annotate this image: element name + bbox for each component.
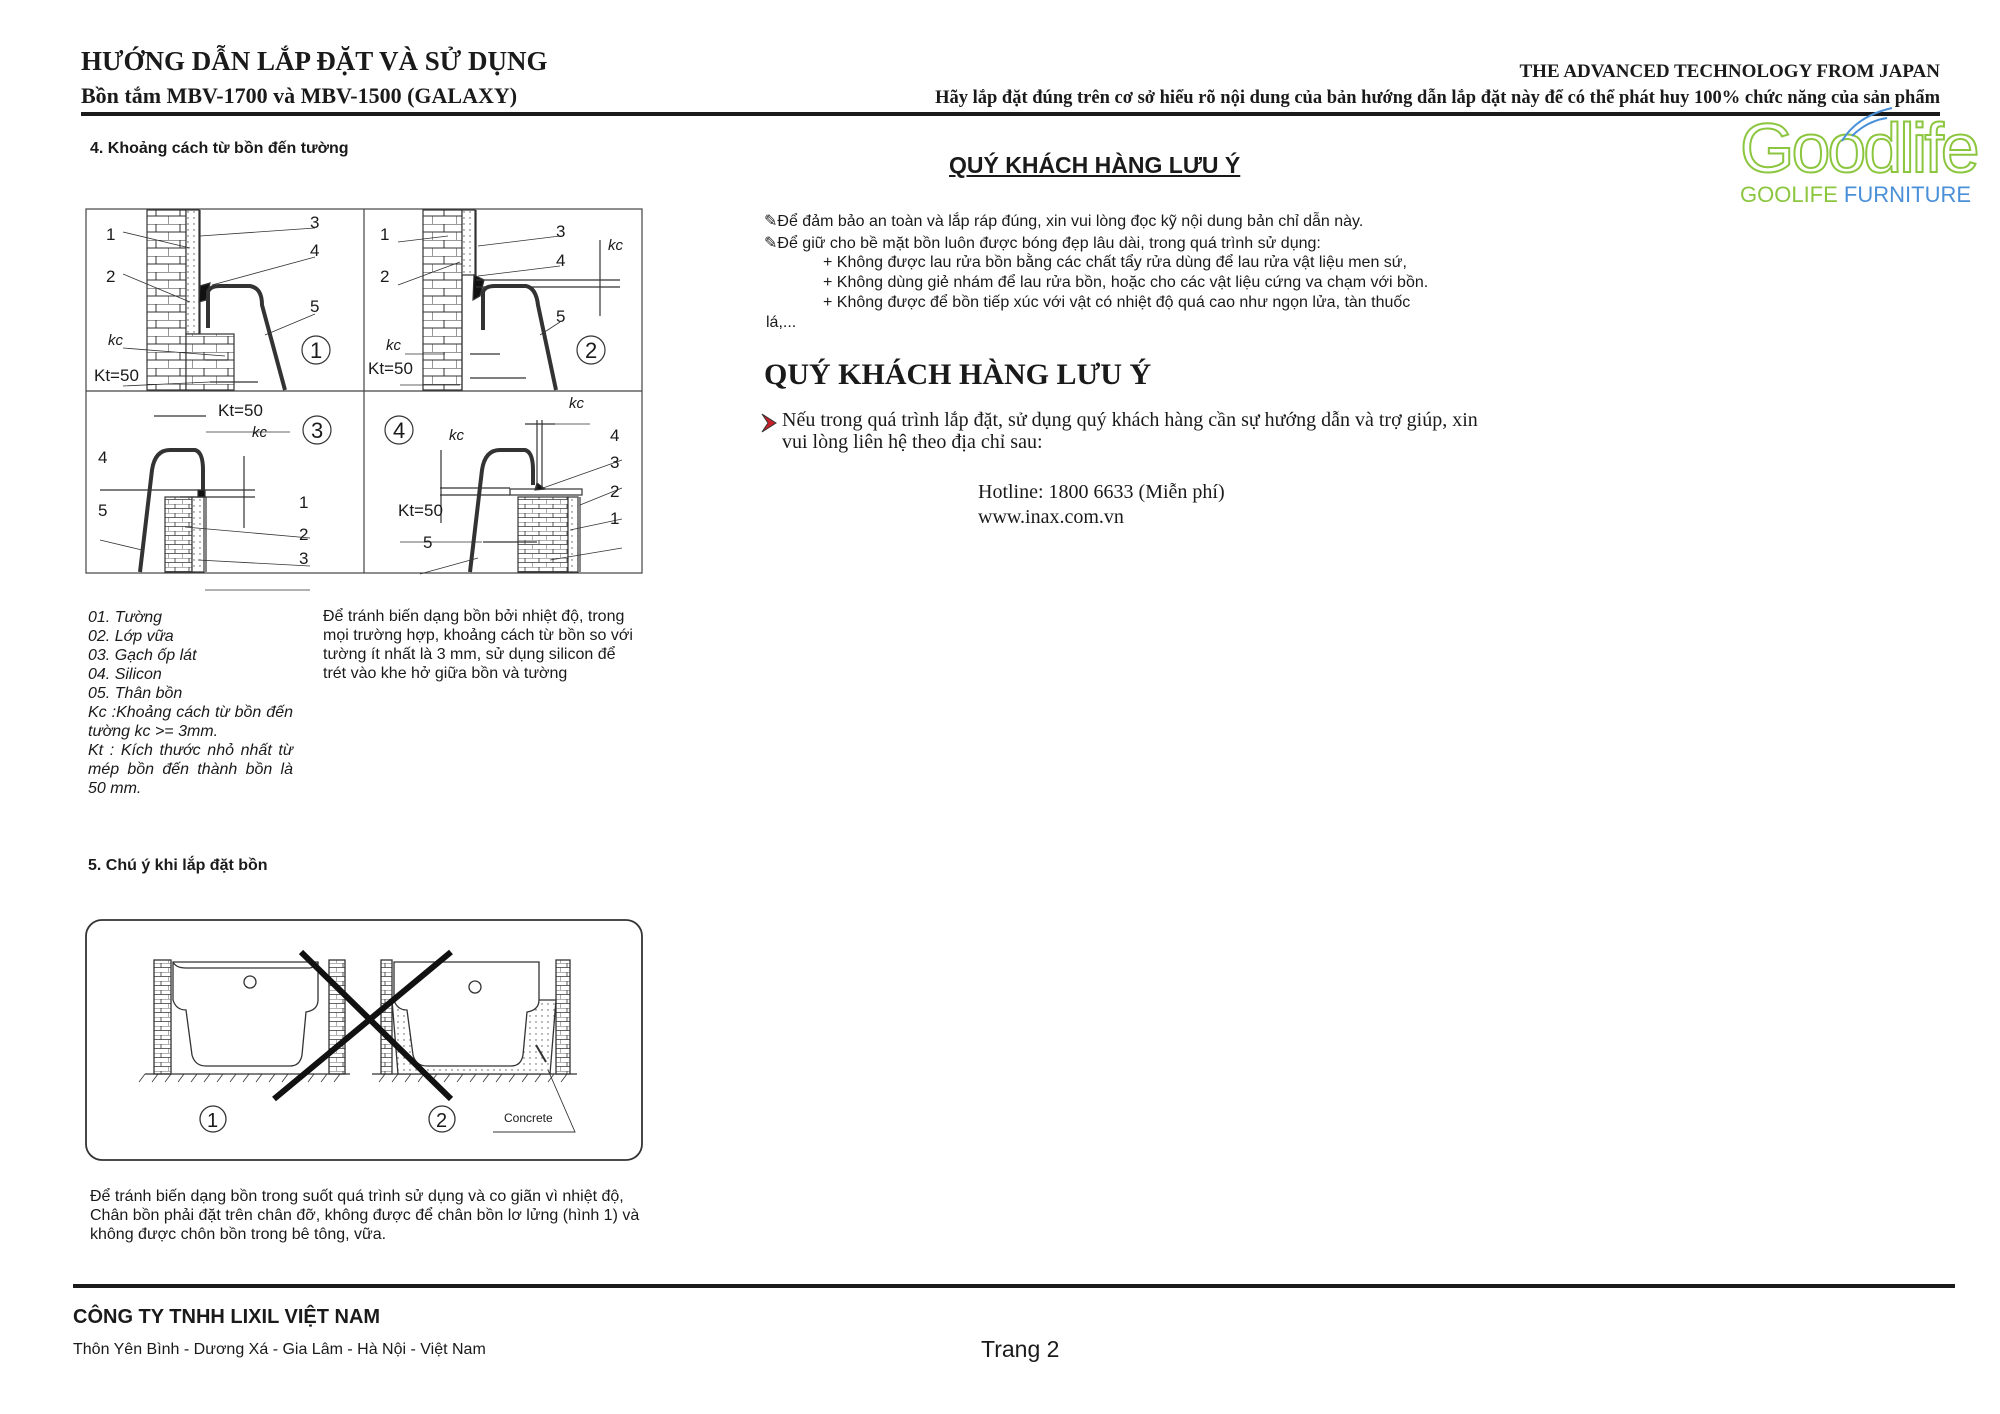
legend-item: Kt : Kích thước nhỏ nhất từ mép bồn đến thành bồn là 50 mm. (88, 742, 293, 797)
p4-kc-vertical: kc (449, 427, 464, 444)
p2-label-5: 5 (556, 307, 566, 326)
p4-number: 4 (393, 418, 406, 443)
p3-label-1: 1 (299, 493, 309, 512)
p4-kc-horizontal: kc (569, 395, 584, 412)
p2-label-3: 3 (556, 222, 566, 241)
contact-text-line1: Nếu trong quá trình lắp đặt, sử dụng quý khách hàng cần sự hướng dẫn và trợ giúp, xin (782, 409, 1478, 431)
p2-kt: Kt=50 (368, 359, 413, 378)
page-number: Trang 2 (981, 1336, 1060, 1362)
legend-item: 05. Thân bồn (88, 685, 183, 702)
concrete-label: Concrete (504, 1111, 553, 1125)
p3-kc: kc (252, 424, 267, 441)
p3-number: 3 (311, 418, 324, 443)
logo-caption-blue: FURNITURE (1843, 182, 1972, 207)
notice-item: ✎Để đảm bảo an toàn và lắp ráp đúng, xin vui lòng đọc kỹ nội dung bản chỉ dẫn này. (764, 213, 1364, 230)
legend-item: 01. Tường (88, 609, 163, 626)
p1-label-2: 2 (106, 267, 116, 286)
contact-text-line2: vui lòng liên hệ theo địa chỉ sau: (782, 431, 1043, 453)
p1-label-1: 1 (106, 225, 116, 244)
p4-label-1: 1 (610, 509, 620, 528)
section4-note: Để tránh biến dạng bồn bởi nhiệt độ, trong mọi trường hợp, khoảng cách từ bồn so với tường ít nhất là 3 mm, sử dụng silicon để trét vào khe hở giữa bồn và tường (323, 608, 633, 682)
instruction-line: Hãy lắp đặt đúng trên cơ sở hiểu rõ nội dung của bản hướng dẫn lắp đặt này để có thể phát huy 100% chức năng của sản phẩm (935, 88, 1940, 108)
p1-label-4: 4 (310, 241, 320, 260)
p2-label-2: 2 (380, 267, 390, 286)
p4-label-4: 4 (610, 426, 620, 445)
panel-4 (385, 416, 622, 574)
pencil-icon: ✎ (764, 213, 778, 230)
p3-label-5: 5 (98, 501, 108, 520)
p2-kc-vertical: kc (608, 237, 623, 254)
p3-label-2: 2 (299, 525, 309, 544)
document-subtitle: Bồn tắm MBV-1700 và MBV-1500 (GALAXY) (81, 83, 518, 108)
p4-label-2: 2 (610, 482, 620, 501)
p4-label-3: 3 (610, 453, 620, 472)
hotline: Hotline: 1800 6633 (Miễn phí) (978, 481, 1225, 503)
company-address: Thôn Yên Bình - Dương Xá - Gia Lâm - Hà Nội - Việt Nam (73, 1341, 486, 1358)
p4-kt: Kt=50 (398, 501, 443, 520)
document-title: HƯỚNG DẪN LẮP ĐẶT VÀ SỬ DỤNG (81, 46, 548, 76)
p3-label-3: 3 (299, 549, 309, 568)
p2-kc-horizontal: kc (386, 337, 401, 354)
legend-item: Kc :Khoảng cách từ bồn đến tường kc >= 3mm. (88, 704, 293, 740)
notice-tail: lá,... (766, 314, 797, 331)
notice-subitem: + Không được lau rửa bồn bằng các chất tẩy rửa dùng để lau rửa vật liệu men sứ, (823, 254, 1407, 271)
legend-item: 04. Silicon (88, 666, 162, 683)
notice-subitem: + Không dùng giẻ nhám để lau rửa bồn, hoặc cho các vật liệu cứng va chạm với bồn. (823, 274, 1429, 291)
contact-heading: QUÝ KHÁCH HÀNG LƯU Ý (764, 358, 1152, 391)
legend-item: 03. Gạch ốp lát (88, 647, 197, 664)
legend (88, 608, 293, 798)
tagline: THE ADVANCED TECHNOLOGY FROM JAPAN (1519, 61, 1940, 82)
p4-label-5: 5 (423, 533, 433, 552)
figure-1-number: 1 (207, 1110, 219, 1132)
panel-1 (123, 210, 330, 390)
figure-2-number: 2 (436, 1110, 448, 1132)
p1-label-5: 5 (310, 297, 320, 316)
p1-kt: Kt=50 (94, 366, 139, 385)
footer-rule (73, 1284, 1955, 1288)
panel-2 (398, 210, 620, 390)
logo-caption-green: GOOLIFE (1740, 182, 1838, 207)
p2-label-4: 4 (556, 251, 566, 270)
notice-item: ✎Để giữ cho bề mặt bồn luôn được bóng đẹp lâu dài, trong quá trình sử dụng: (764, 235, 1321, 252)
arrow-bullet-icon (760, 412, 778, 434)
p3-kt: Kt=50 (218, 401, 263, 420)
legend-item: 02. Lớp vữa (88, 628, 174, 645)
section5-heading: 5. Chú ý khi lắp đặt bồn (88, 857, 268, 874)
section5-note: Để tránh biến dạng bồn trong suốt quá trình sử dụng và co giãn vì nhiệt độ, Chân bồn phải đặt trên chân đỡ, không được để chân bồn lơ lửng (hình 1) và không được chôn bồn trong bê tông, vữa. (90, 1188, 640, 1243)
notice-heading: QUÝ KHÁCH HÀNG LƯU Ý (949, 152, 1241, 178)
logo-word: Goodlife (1740, 109, 1977, 187)
pencil-icon: ✎ (764, 235, 778, 252)
panel-3 (100, 416, 331, 590)
website-link[interactable]: www.inax.com.vn (978, 506, 1124, 528)
p1-label-3: 3 (310, 213, 320, 232)
p2-label-1: 1 (380, 225, 390, 244)
p1-number: 1 (310, 338, 323, 363)
p3-label-4: 4 (98, 448, 108, 467)
company-name: CÔNG TY TNHH LIXIL VIỆT NAM (73, 1306, 381, 1328)
section4-heading: 4. Khoảng cách từ bồn đến tường (90, 140, 349, 157)
p1-kc: kc (108, 332, 123, 349)
tub-support-figure (86, 920, 642, 1160)
notice-subitem: + Không được để bồn tiếp xúc với vật có nhiệt độ quá cao như ngọn lửa, tàn thuốc (823, 294, 1411, 311)
p2-number: 2 (585, 338, 598, 363)
